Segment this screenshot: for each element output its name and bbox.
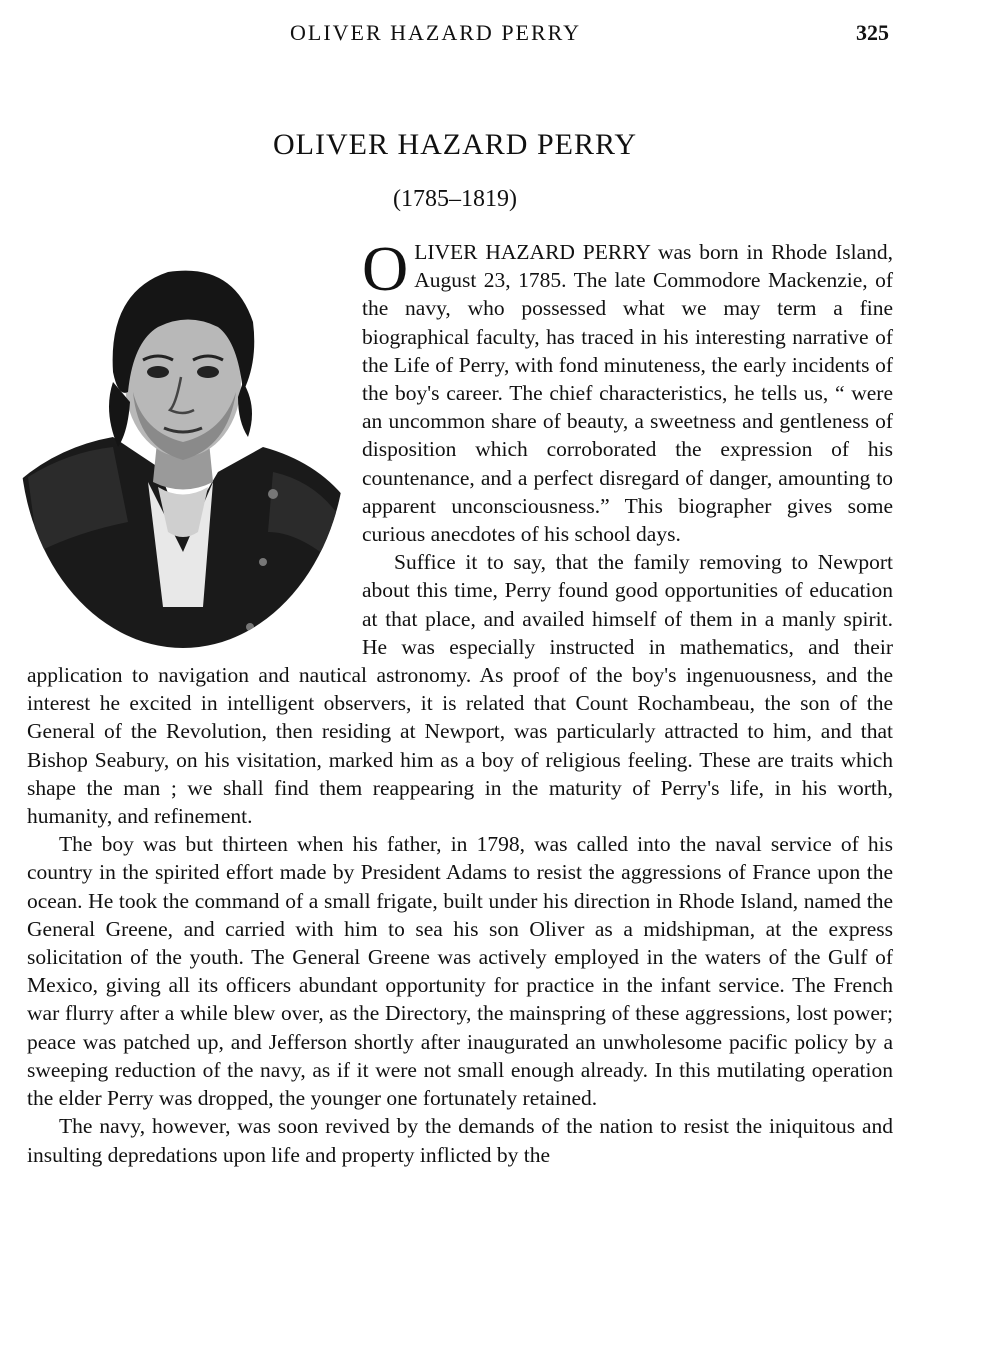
running-title: OLIVER HAZARD PERRY xyxy=(290,20,582,45)
portrait-spacer xyxy=(27,238,362,638)
drop-cap: O xyxy=(362,233,409,304)
article-body xyxy=(27,233,893,1169)
paragraph-4: The navy, however, was soon revived by the demands of the nation to resist the iniquitous and insulting depredations upon life and property inflicted by the xyxy=(27,1114,893,1167)
running-head xyxy=(0,20,995,50)
page-number: 325 xyxy=(856,20,889,45)
life-dates: (1785–1819) xyxy=(393,186,517,212)
page-title: OLIVER HAZARD PERRY xyxy=(272,128,637,161)
paragraph-2: Suffice it to say, that the family removing to Newport about this time, Perry found good opportunities of education at that place, and availed himself of them in a manly spirit. He was especially instructed in mathematics, and their application to navigation and nautical astronomy. As proof of the boy's ingenuousness, and the interest he excited in intelligent observers, it is related that Count Rochambeau, the son of the General of the Revolution, then residing at Newport, was particularly attracted to him, and that Bishop Seabury, on his visitation, marked him as a boy of religious feeling. These are traits which shape the man ; we shall find them reappearing in the maturity of Perry's life, in his worth, humanity, and refinement. xyxy=(27,550,893,829)
paragraph-3: The boy was but thirteen when his father, in 1798, was called into the naval service of his country in the spirited effort made by President Adams to resist the aggressions of France upon the ocean. He took the command of a small frigate, built under his direction in Rhode Island, named the General Greene, and carried with him to sea his son Oliver as a midshipman, at the express solicitation of the youth. The General Greene was actively employed in the waters of the Gulf of Mexico, giving all its officers abundant opportunity for practice in the infant service. The French war flurry after a while blew over, as the Directory, the mainspring of these aggressions, lost power; peace was patched up, and Jefferson shortly after inaugurated an unwholesome pacific policy by a sweeping reduction of the navy, as if it were not small enough already. In this mutilating operation the elder Perry was dropped, the younger one fortunately retained. xyxy=(27,832,893,1111)
paragraph-1-text: LIVER HAZARD PERRY was born in Rhode Island, August 23, 1785. The late Commodore Mackenzie, of the navy, who possessed what we may term a fine biographical faculty, has traced in his interesting narrative of the Life of Perry, with fond minuteness, the early incidents of the boy's career. The chief characteristics, he tells us, “ were an uncommon share of beauty, a sweetness and gentleness of disposition which corroborated the expression of his countenance, and a perfect disregard of danger, amounting to apparent unconsciousness.” This biographer gives some curious anecdotes of his school days. xyxy=(362,240,893,547)
